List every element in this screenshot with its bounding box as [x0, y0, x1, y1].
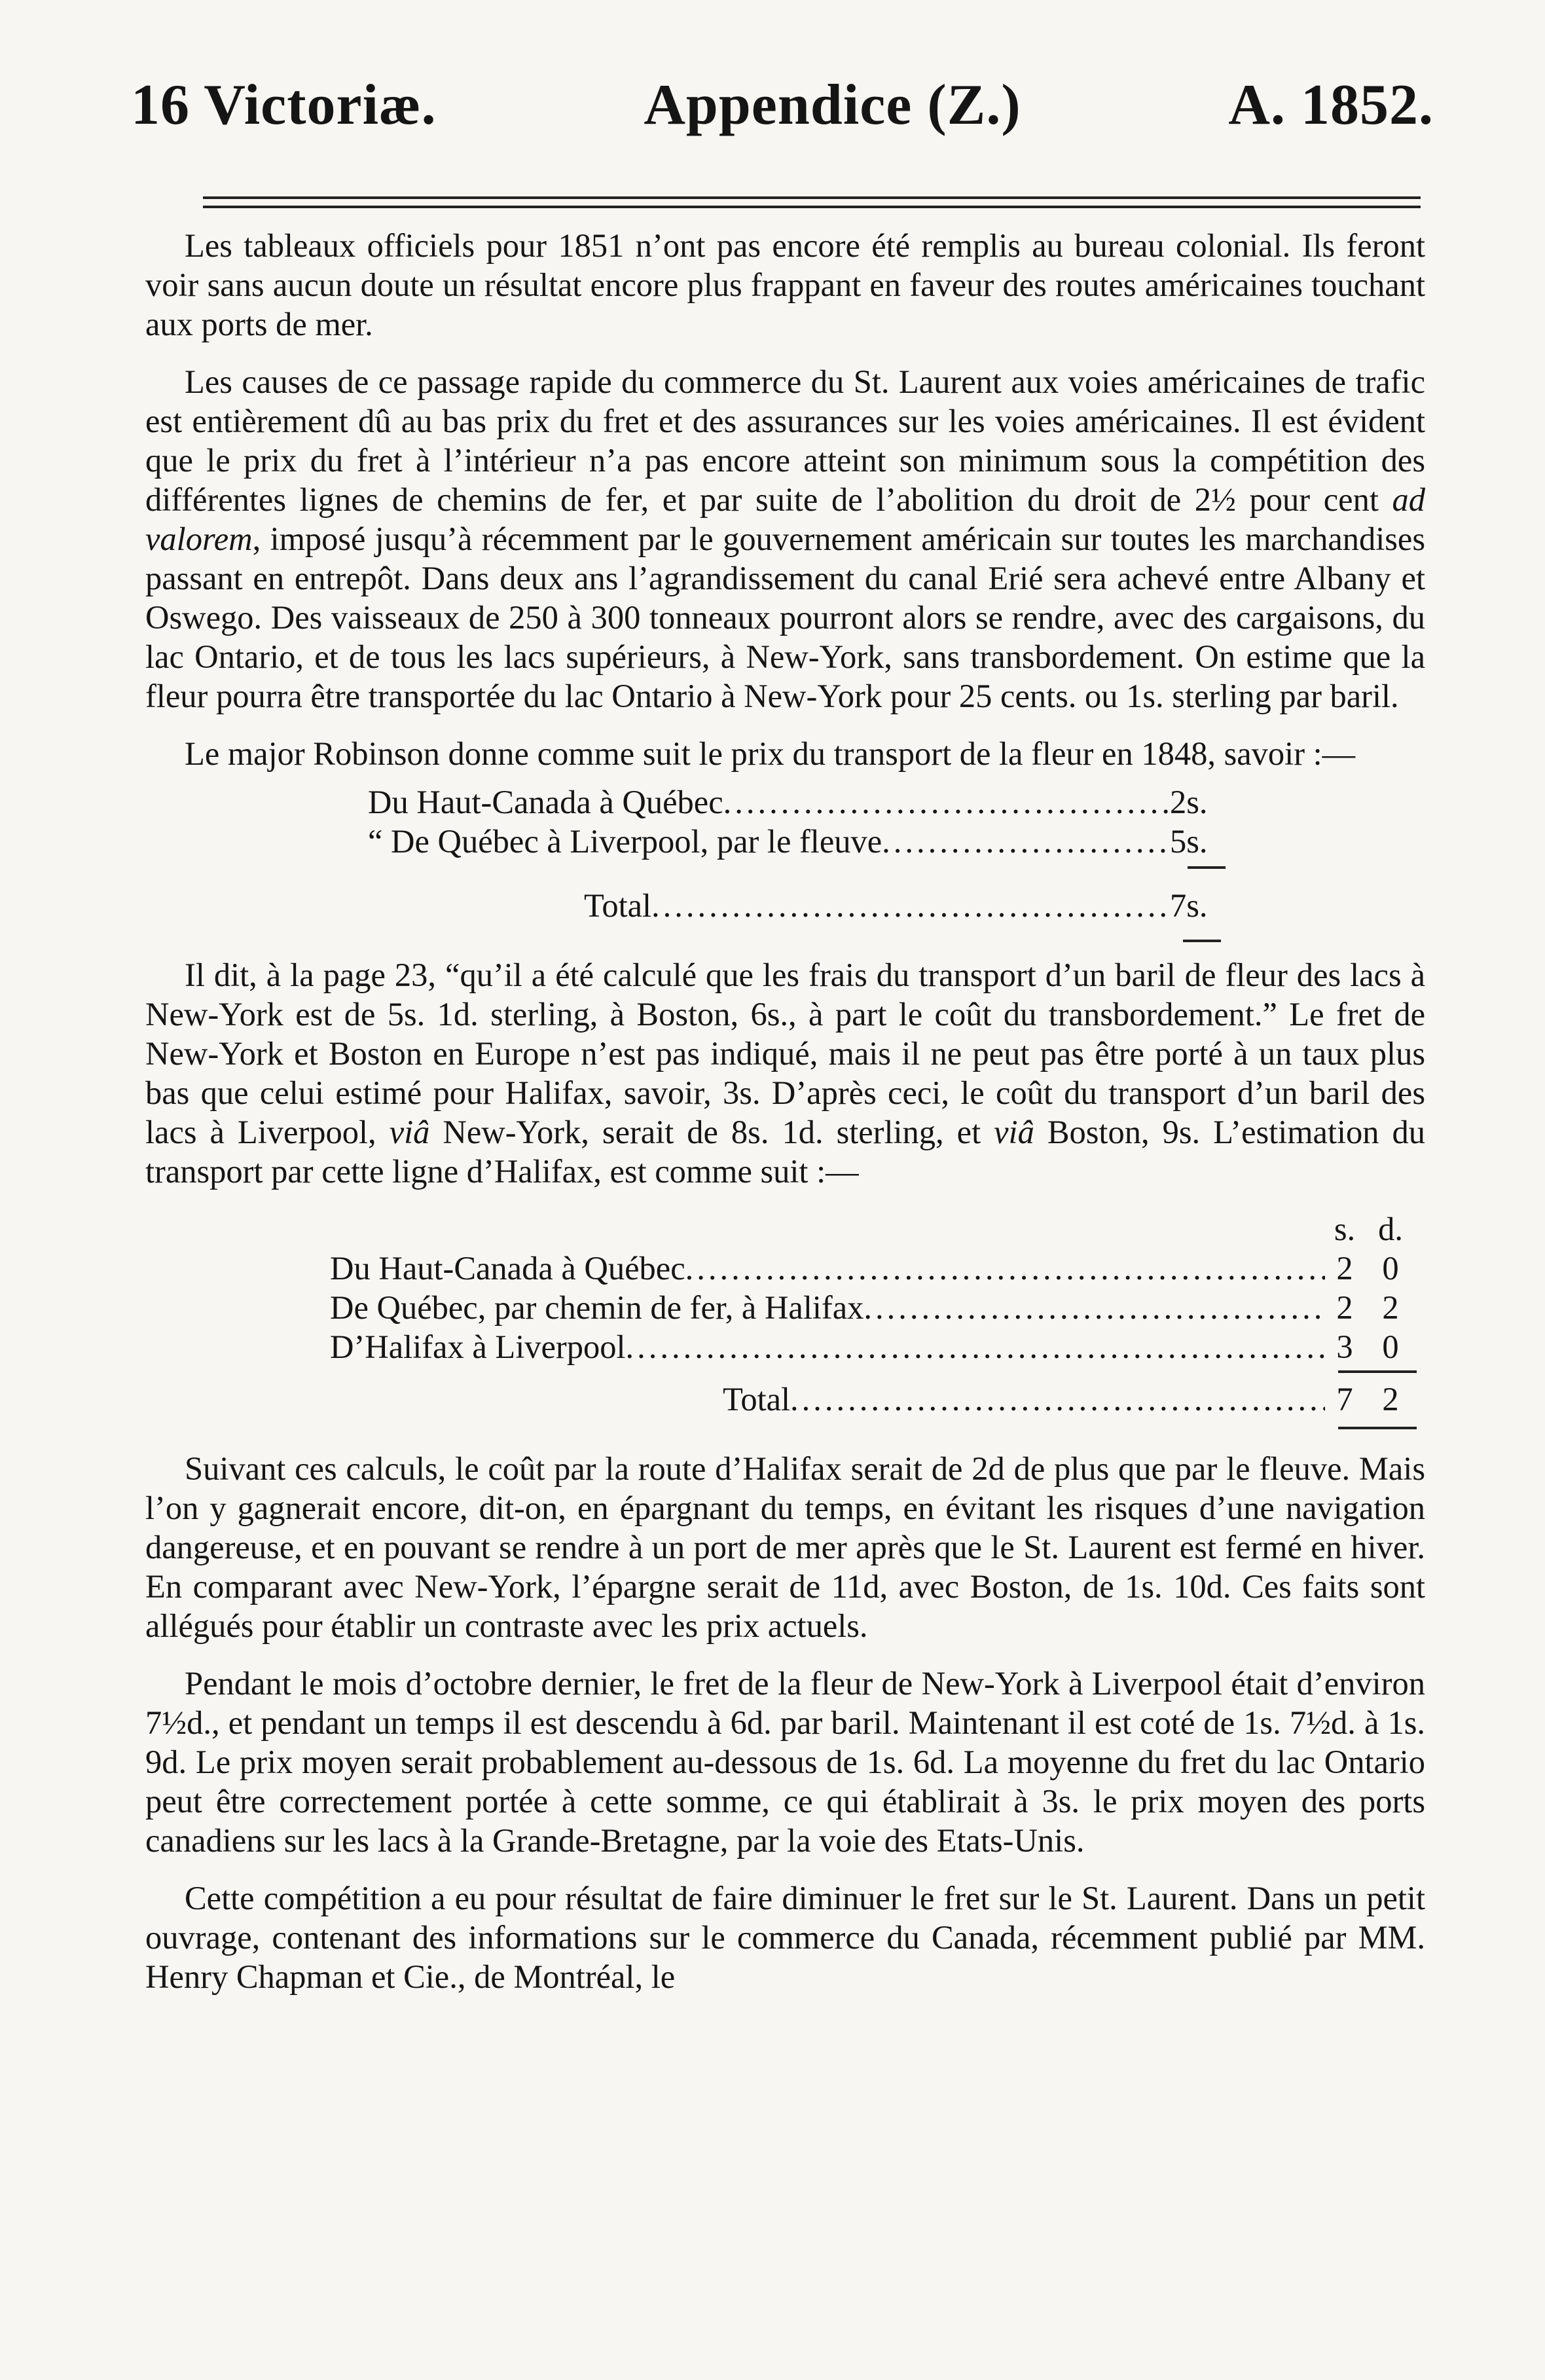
paragraph-1: Les tableaux officiels pour 1851 n’ont pas encore été remplis au bureau colonial. Ils feront voir sans aucun doute un résultat encore plus frappant en faveur des routes américaines touchant aux ports de mer.: [145, 227, 1425, 342]
table-total-row: Total ..... 7s.: [584, 886, 1232, 925]
paragraph-2: Les causes de ce passage rapide du commerce du St. Laurent aux voies américaines de trafic est entièrement dû au bas prix du fret et des assurances sur les voies américaines. Il est évident que le prix du fret à l’intérieur n’a pas encore atteint son minimum sous la compétition des différentes lignes de chemins de fer, et par suite de l’abolition du droit de 2½ pour cent ad valorem, imposé jusqu’à récemment par le gouvernement américain sur toutes les marchandises passant en entrepôt. Dans deux ans l’agrandissement du canal Erié sera achevé entre Albany et Oswego. Des vaisseaux de 250 à 300 tonneaux pourront alors se rendre, avec des cargaisons, du lac Ontario, et de tous les lacs supérieurs, à New-York, sans transbordement. On estime que la fleur pourra être transportée du lac Ontario à New-York pour 25 cents. ou 1s. sterling par baril.: [145, 363, 1425, 714]
table-row: D’Halifax à Liverpool ..... 3 0: [330, 1327, 1417, 1366]
paragraph-6: Pendant le mois d’octobre dernier, le fret de la fleur de New-York à Liverpool était d’environ 7½d., et pendant un temps il est descendu à 6d. par baril. Maintenant il est coté de 1s. 7½d. à 1s. 9d. Le prix moyen serait probablement au-dessous de 1s. 6d. La moyenne du fret du lac Ontario peut être correctement portée à cette somme, ce qui établirait à 3s. le prix moyen des ports canadiens sur les lacs à la Grande-Bretagne, par la voie des Etats-Unis.: [145, 1665, 1425, 1859]
table-row: Du Haut-Canada à Québec ..... 2 0: [330, 1249, 1417, 1288]
paragraph-4: Il dit, à la page 23, “qu’il a été calculé que les frais du transport d’un baril de fleur des lacs à New-York est de 5s. 1d. sterling, à Boston, 6s., à part le coût du transbordement.” Le fret de New-York et Boston en Europe n’est pas indiqué, mais il ne peut pas être porté à un taux plus bas que celui estimé pour Halifax, savoir, 3s. D’après ceci, le coût du transport d’un baril des lacs à Liverpool, viâ New-York, serait de 8s. 1d. sterling, et viâ Boston, 9s. L’estimation du transport par cette ligne d’Halifax, est comme suit :—: [145, 957, 1425, 1190]
sum-rule: [1188, 866, 1226, 886]
dot-leader: [863, 1288, 1325, 1327]
header-rule-bottom: [203, 206, 1421, 208]
paragraph-3: Le major Robinson donne comme suit le prix du transport de la fleur en 1848, savoir :—: [185, 735, 1356, 772]
header-title: Appendice (Z.): [644, 73, 1021, 137]
cost-table-halifax: [330, 1209, 1417, 1449]
dot-leader: [882, 822, 1170, 861]
header-session: 16 Victoriæ.: [131, 73, 437, 137]
end-rule: [1338, 1427, 1417, 1449]
header-year: A. 1852.: [1228, 73, 1434, 137]
header-rule-top: [203, 196, 1421, 199]
table-row: Du Haut-Canada à Québec ..... 2s.: [368, 782, 1232, 822]
dot-leader: [790, 1380, 1325, 1419]
dot-leader: [685, 1249, 1325, 1288]
end-rule: [1183, 940, 1221, 955]
body-text: [145, 226, 1425, 2015]
paragraph-7: Cette compétition a eu pour résultat de faire diminuer le fret sur le St. Laurent. Dans un petit ouvrage, contenant des informations sur le commerce du Canada, récemment publié par MM. Henry Chapman et Cie., de Montréal, le: [145, 1880, 1425, 1995]
table-row: “ De Québec à Liverpool, par le fleuve ..... 5s.: [368, 822, 1232, 861]
table-row: De Québec, par chemin de fer, à Halifax ..... 2 2: [330, 1288, 1417, 1327]
dot-leader: [626, 1327, 1325, 1366]
paragraph-5: Suivant ces calculs, le coût par la route d’Halifax serait de 2d de plus que par le fleuve. Mais l’on y gagnerait encore, dit-on, en épargnant du temps, en évitant les risques d’une navigation dangereuse, et en pouvant se rendre à un port de mer après que le St. Laurent est fermé en hiver. En comparant avec New-York, l’épargne serait de 11d, avec Boston, de 1s. 10d. Ces faits sont allégués pour établir un contraste avec les prix actuels.: [145, 1450, 1425, 1644]
dot-leader: [723, 782, 1170, 822]
sum-rule: [1338, 1370, 1417, 1380]
dot-leader: [651, 886, 1170, 925]
cost-table-river: [368, 782, 1232, 955]
table-total-row: Total ..... 7 2: [723, 1380, 1417, 1419]
page-header: [131, 72, 1434, 151]
column-headers: s. d.: [1334, 1211, 1403, 1247]
